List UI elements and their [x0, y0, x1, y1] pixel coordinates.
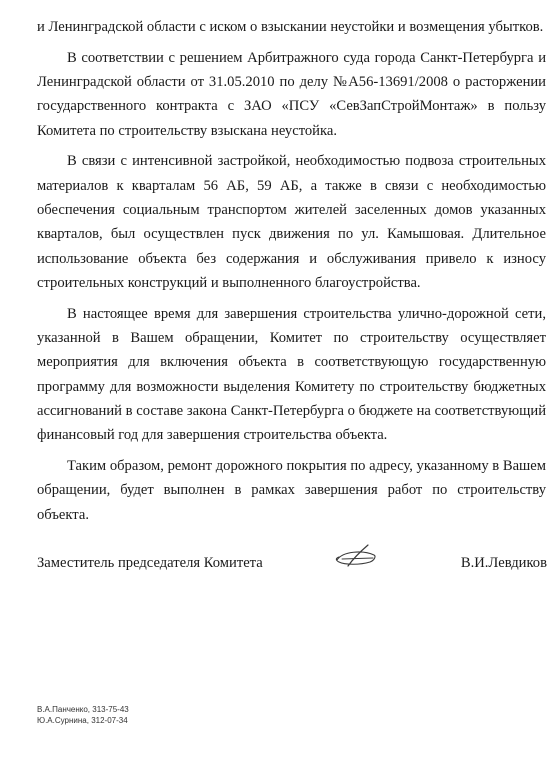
executor-line: Ю.А.Сурнина, 312-07-34	[37, 716, 128, 725]
letter-body	[37, 15, 546, 533]
paragraph-current-measures: В настоящее время для завершения строительства улично-дорожной сети, указанной в Вашем обращении, Комитет по строительству осуществляет мероприятия для включения объекта в соответствующую государственную программу для возможности выделения Комитету по строительству бюджетных ассигнований в составе закона Санкт-Петербурга о бюджете на соответствующий финансовый год для завершения строительства объекта.	[37, 305, 546, 444]
executor-line: В.А.Панченко, 313-75-43	[37, 705, 129, 714]
signatory-name: В.И.Левдиков	[460, 555, 547, 571]
handwritten-signature-icon	[333, 541, 379, 571]
paragraph-traffic-opening: В связи с интенсивной застройкой, необходимостью подвоза строительных материалов к кварталам 56 АБ, 59 АБ, а также в связи с необходимостью обеспечения социальным транспортом жителей заселенных домов указанных кварталов, был осуществлен пуск движения по ул. Камышовая. Длительное использование объекта без содержания и обслуживания привело к износу строительных конструкций и выполненного благоустройства.	[37, 153, 546, 291]
paragraph-court-decision: В соответствии с решением Арбитражного суда города Санкт-Петербурга и Ленинградской области от 31.05.2010 по делу №А56-13691/2008 о расторжении государственного контракта с ЗАО «ПСУ «СевЗапСтройМонтаж» в пользу Комитета по строительству взыскана неустойка.	[37, 49, 546, 139]
signatory-title: Заместитель председателя Комитета	[37, 555, 263, 571]
executor-contacts	[37, 704, 129, 726]
paragraph-continuation: и Ленинградской области с иском о взыскании неустойки и возмещения убытков.	[37, 19, 544, 35]
paragraph-conclusion: Таким образом, ремонт дорожного покрытия по адресу, указанному в Вашем обращении, будет выполнен в рамках завершения работ по строительству объекта.	[37, 458, 546, 523]
